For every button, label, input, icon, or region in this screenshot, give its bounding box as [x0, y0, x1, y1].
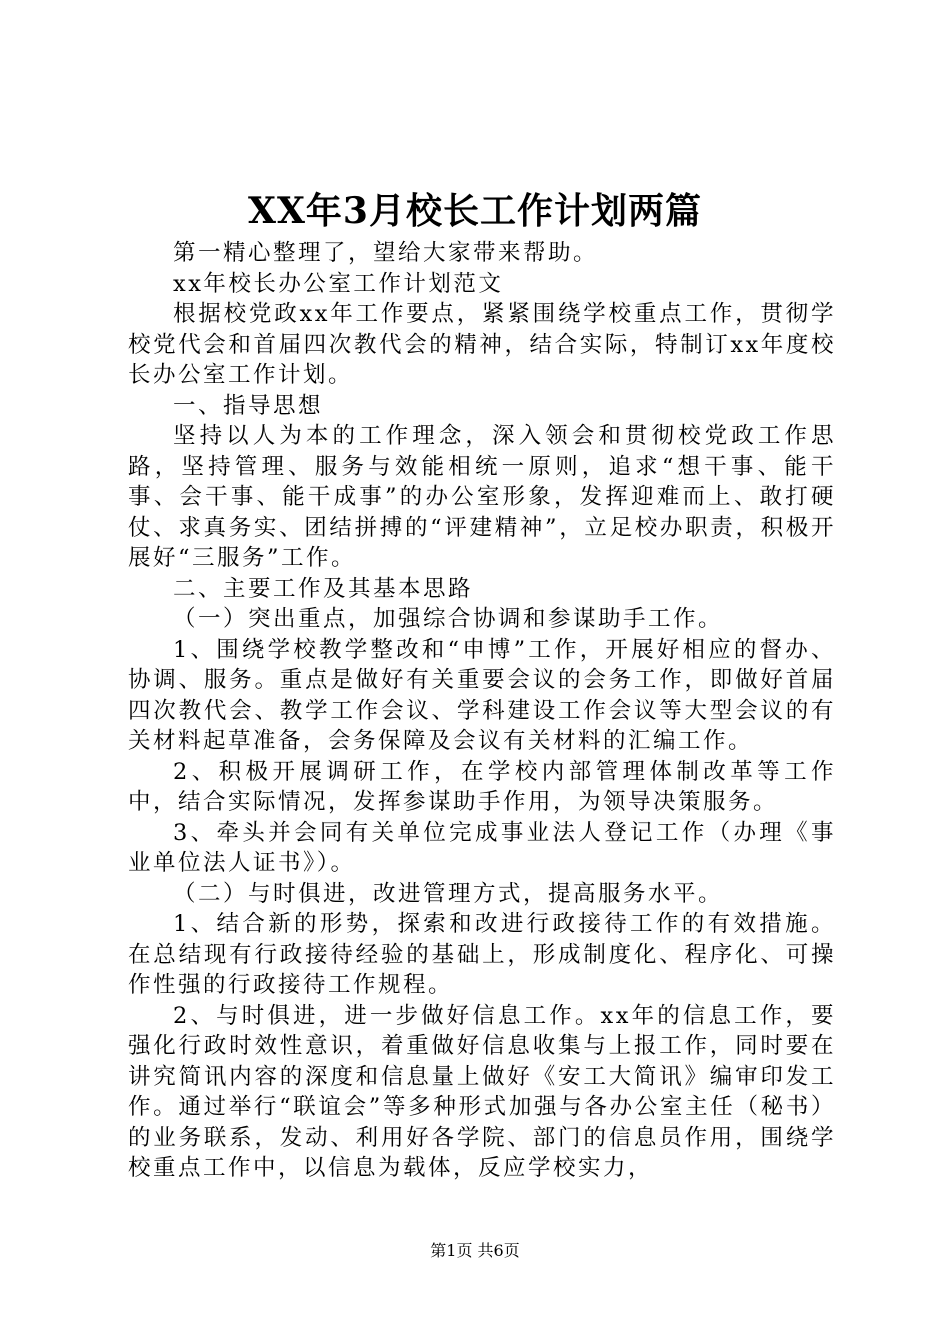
paragraph: 3、牵头并会同有关单位完成事业法人登记工作（办理《事业单位法人证书》）。 [128, 819, 836, 876]
paragraph: 2、积极开展调研工作，在学校内部管理体制改革等工作中，结合实际情况，发挥参谋助手作用，为领导决策服务。 [128, 758, 836, 815]
paragraph: 2、与时俱进，进一步做好信息工作。xx年的信息工作，要强化行政时效性意识，着重做好信息收集与上报工作，同时要在讲究简讯内容的深度和信息量上做好《安工大简讯》编审印发工作。通过举行“联谊会”等多种形式加强与各办公室主任（秘书）的业务联系，发动、利用好各学院、部门的信息员作用，围绕学校重点工作中，以信息为载体，反应学校实力， [128, 1002, 836, 1181]
paragraph: 根据校党政xx年工作要点，紧紧围绕学校重点工作，贯彻学校党代会和首届四次教代会的精神，结合实际，特制订xx年度校长办公室工作计划。 [128, 301, 836, 388]
paragraph: 1、结合新的形势，探索和改进行政接待工作的有效措施。在总结现有行政接待经验的基础上，形成制度化、程序化、可操作性强的行政接待工作规程。 [128, 911, 836, 998]
subsection-heading: （二）与时俱进，改进管理方式，提高服务水平。 [173, 880, 724, 907]
paragraph: xx年校长办公室工作计划范文 [173, 270, 504, 297]
paragraph: 1、围绕学校教学整改和“申博”工作，开展好相应的督办、协调、服务。重点是做好有关重要会议的会务工作，即做好首届四次教代会、教学工作会议、学科建设工作会议等大型会议的有关材料起草准备，会务保障及会议有关材料的汇编工作。 [128, 636, 836, 754]
document-body [128, 238, 836, 1184]
page-title: XX年3月校长工作计划两篇 [248, 190, 702, 232]
section-heading: 二、主要工作及其基本思路 [173, 575, 474, 602]
paragraph: 坚持以人为本的工作理念，深入领会和贯彻校党政工作思路，坚持管理、服务与效能相统一原则，追求“想干事、能干事、会干事、能干成事”的办公室形象，发挥迎难而上、敢打硬仗、求真务实、团结拼搏的“评建精神”，立足校办职责，积极开展好“三服务”工作。 [128, 423, 836, 571]
section-heading: 一、指导思想 [173, 392, 324, 419]
paragraph: 第一精心整理了，望给大家带来帮助。 [173, 240, 599, 266]
page-footer: 第1页 共6页 [430, 1241, 520, 1260]
subsection-heading: （一）突出重点，加强综合协调和参谋助手工作。 [173, 606, 724, 632]
